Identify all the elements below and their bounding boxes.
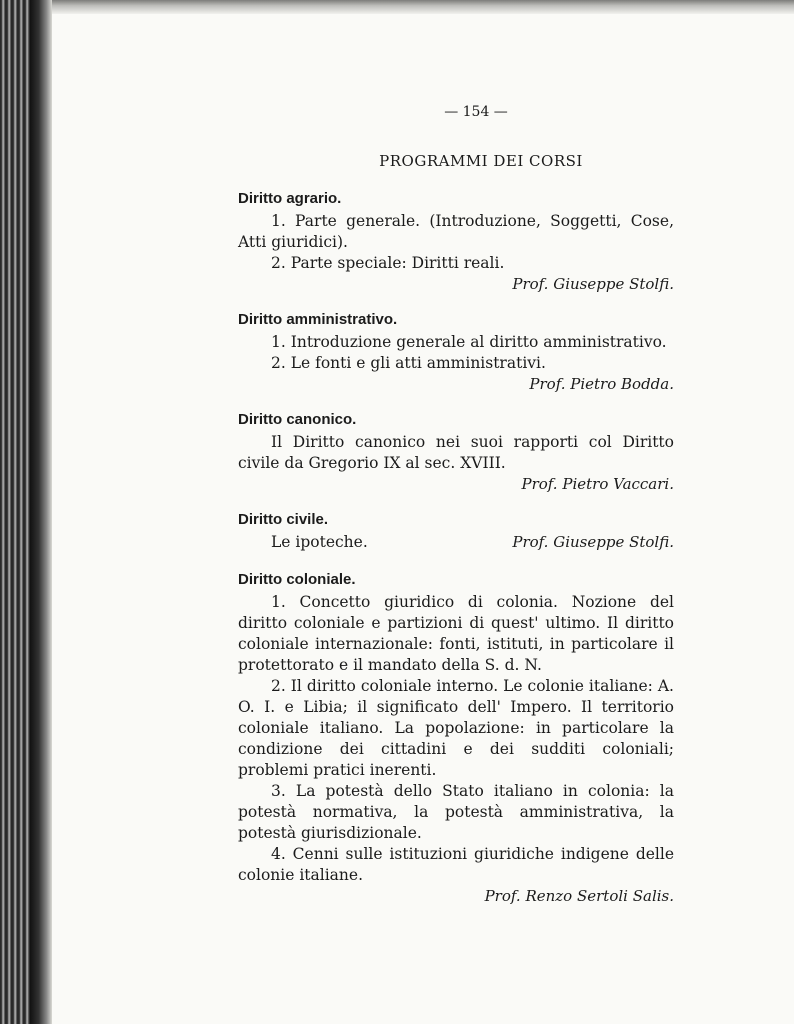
- section-diritto-civile: [238, 511, 674, 553]
- section-diritto-coloniale: [238, 571, 674, 905]
- course-row: [238, 532, 674, 553]
- binding-edge: [30, 0, 52, 1024]
- section-diritto-canonico: [238, 411, 674, 493]
- page-title: PROGRAMMI DEI CORSI: [379, 152, 583, 170]
- course-item: 2. Parte speciale: Diritti reali.: [271, 254, 505, 272]
- section-diritto-amministrativo: [238, 311, 674, 393]
- course-item: 2. Il diritto coloniale interno. Le colonie italiane: A. O. I. e Libia; il significato dell' Impero. Il territorio coloniale italiano. La popolazione: in particolare la condizione dei cittadini e dei sudditi coloniali; problemi pratici inerenti.: [238, 677, 674, 779]
- section-title: Diritto amministrativo.: [238, 311, 398, 328]
- course-item: 3. La potestà dello Stato italiano in colonia: la potestà normativa, la potestà amministrativa, la potestà giurisdizionale.: [238, 782, 674, 842]
- book-binding: [0, 0, 52, 1024]
- section-title: Diritto canonico.: [238, 411, 357, 428]
- course-item: 1. Parte generale. (Introduzione, Soggetti, Cose, Atti giuridici).: [238, 212, 674, 251]
- course-item: Il Diritto canonico nei suoi rapporti col Diritto civile da Gregorio IX al sec. XVIII.: [238, 433, 674, 472]
- section-title: Diritto agrario.: [238, 190, 342, 207]
- section-diritto-agrario: [238, 190, 674, 293]
- page-number: — 154 —: [444, 104, 508, 120]
- section-title: Diritto coloniale.: [238, 571, 356, 588]
- professor-name: Prof. Renzo Sertoli Salis.: [484, 887, 674, 905]
- page-content: [238, 104, 674, 905]
- course-item: 1. Concetto giuridico di colonia. Nozione del diritto coloniale e partizioni di quest' ultimo. Il diritto coloniale internazionale: fonti, istituti, in particolare il protettorato e il mandato della S. d. N.: [238, 593, 674, 674]
- professor-name: Prof. Giuseppe Stolfi.: [512, 533, 674, 551]
- professor-name: Prof. Pietro Vaccari.: [521, 475, 674, 493]
- course-item: Le ipoteche.: [271, 533, 368, 551]
- professor-name: Prof. Pietro Bodda.: [529, 375, 674, 393]
- section-title: Diritto civile.: [238, 511, 329, 528]
- course-item: 4. Cenni sulle istituzioni giuridiche indigene delle colonie italiane.: [238, 845, 674, 884]
- course-item: 1. Introduzione generale al diritto amministrativo.: [271, 333, 667, 351]
- course-item: 2. Le fonti e gli atti amministrativi.: [271, 354, 546, 372]
- professor-name: Prof. Giuseppe Stolfi.: [512, 275, 674, 293]
- scan-top-shadow: [52, 0, 794, 14]
